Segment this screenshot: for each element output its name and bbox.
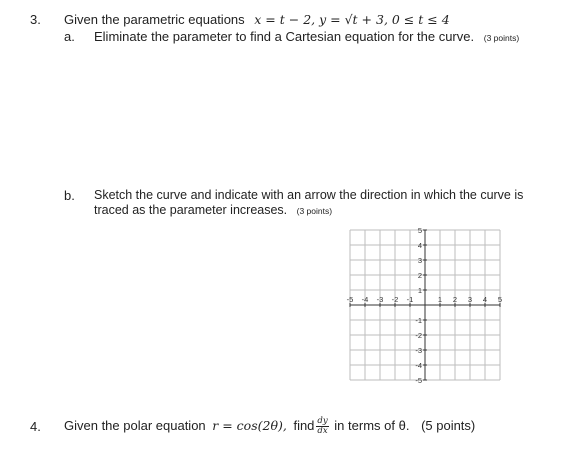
part-a-text: Eliminate the parameter to find a Cartesian equation for the curve. xyxy=(94,29,475,44)
x-tick-label: -4 xyxy=(361,295,369,304)
fraction-numerator: dy xyxy=(317,416,328,427)
derivative-fraction xyxy=(316,417,328,436)
question-4-stem xyxy=(64,416,475,436)
part-b-line-2: traced as the parameter increases. xyxy=(94,203,288,217)
x-tick-label: 2 xyxy=(452,295,458,304)
part-a-points: (3 points) xyxy=(483,33,520,43)
parametric-equations: x = t − 2, y = √t + 3, 0 ≤ t ≤ 4 xyxy=(254,12,450,27)
y-tick-label: -1 xyxy=(415,316,422,325)
question-3-stem xyxy=(64,12,450,27)
y-tick-label: -2 xyxy=(415,331,422,340)
question-4-points: (5 points) xyxy=(421,418,476,433)
y-tick-label: 2 xyxy=(417,271,422,280)
y-tick-label: -4 xyxy=(415,361,422,370)
find-text: find xyxy=(293,418,315,433)
polar-equation: r = cos(2θ), xyxy=(212,418,287,433)
part-b-line-1: Sketch the curve and indicate with an arrow the direction in which the curve is xyxy=(94,188,524,202)
part-b-points: (3 points) xyxy=(296,206,333,216)
question-4-number: 4. xyxy=(30,419,41,434)
part-b-line-2-wrap xyxy=(94,203,332,217)
question-3-number: 3. xyxy=(30,12,41,27)
x-tick-label: -3 xyxy=(376,295,384,304)
y-tick-label: -3 xyxy=(415,346,422,355)
question-4-tail: in terms of θ. xyxy=(334,418,410,433)
x-tick-label: 5 xyxy=(497,295,503,304)
x-tick-label: -5 xyxy=(346,295,354,304)
x-tick-label: 1 xyxy=(437,295,443,304)
part-a-label: a. xyxy=(64,29,75,44)
question-4-text: Given the polar equation xyxy=(64,418,206,433)
part-b-label: b. xyxy=(64,188,75,203)
question-3-stem-text: Given the parametric equations xyxy=(64,12,245,27)
y-tick-label: 5 xyxy=(417,228,422,235)
y-tick-label: 4 xyxy=(417,241,422,250)
y-tick-label: 1 xyxy=(417,286,422,295)
part-a-question xyxy=(94,29,519,44)
x-tick-label: 3 xyxy=(467,295,473,304)
coordinate-grid[interactable] xyxy=(340,228,520,388)
y-tick-label: 3 xyxy=(417,256,422,265)
x-tick-label: -2 xyxy=(391,295,399,304)
x-tick-label: -1 xyxy=(406,295,414,304)
fraction-denominator: dx xyxy=(317,426,328,437)
y-tick-label: -5 xyxy=(415,376,422,385)
x-tick-label: 4 xyxy=(482,295,488,304)
